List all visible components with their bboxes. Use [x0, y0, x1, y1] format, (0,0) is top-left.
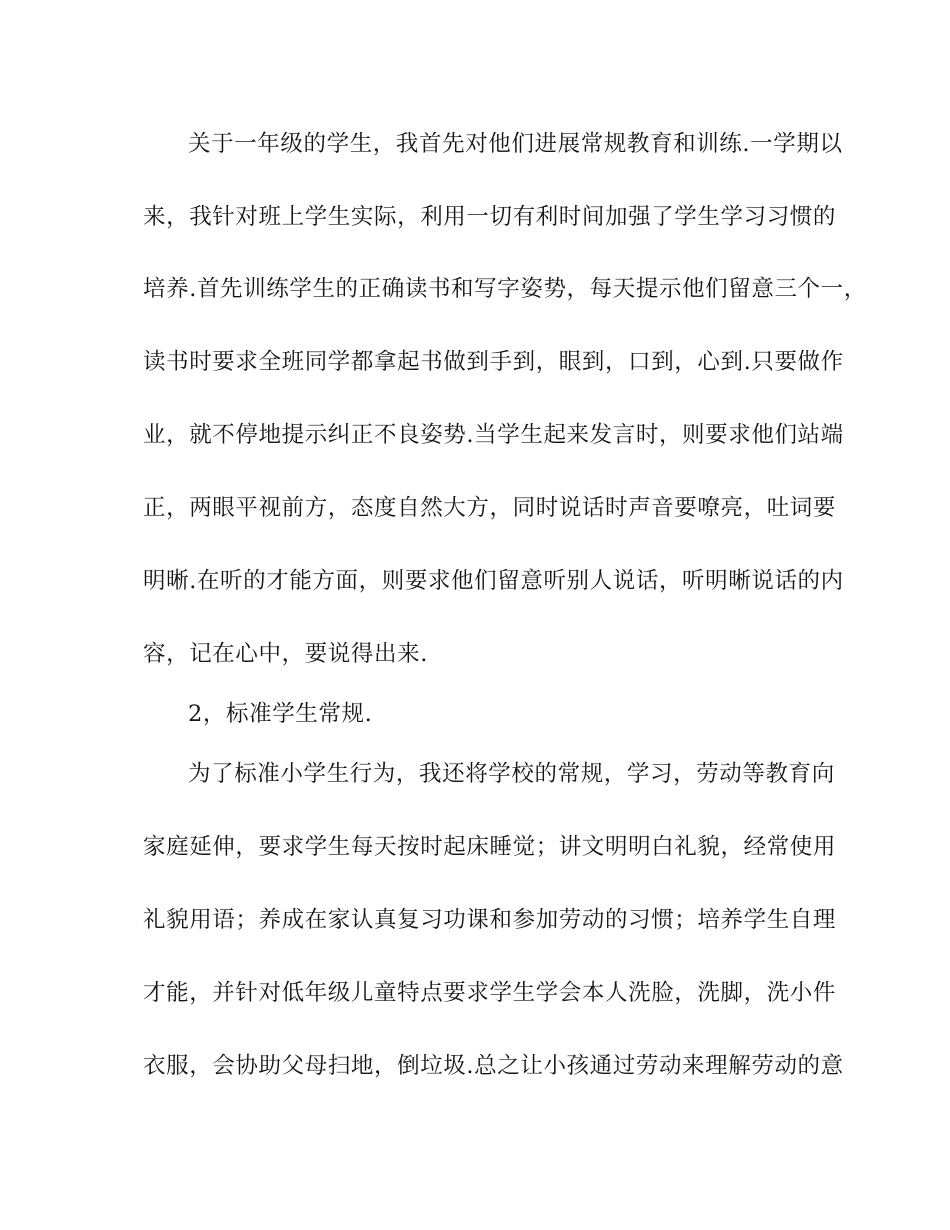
paragraph-1-line-3: 培养.首先训练学生的正确读书和写字姿势，每天提示他们留意三个一，: [143, 276, 867, 302]
paragraph-2-line-2: 家庭延伸，要求学生每天按时起床睡觉；讲文明明白礼貌，经常使用: [143, 834, 837, 860]
paragraph-1-line-8: 容，记在心中，要说得出来.: [143, 641, 428, 667]
paragraph-1-line-6: 正，两眼平视前方，态度自然大方，同时说话时声音要嘹亮，吐词要: [143, 495, 837, 521]
paragraph-1-line-2: 来，我针对班上学生实际，利用一切有利时间加强了学生学习习惯的: [143, 204, 837, 230]
section-heading: 2，标准学生常规.: [188, 701, 373, 727]
paragraph-2-line-1: 为了标准小学生行为，我还将学校的常规，学习，劳动等教育向: [188, 761, 835, 787]
paragraph-1-line-5: 业，就不停地提示纠正不良姿势.当学生起来发言时，则要求他们站端: [143, 422, 844, 448]
paragraph-1-line-7: 明晰.在听的才能方面，则要求他们留意听别人说话，听明晰说话的内: [143, 568, 844, 594]
paragraph-2-line-4: 才能，并针对低年级儿童特点要求学生学会本人洗脸，洗脚，洗小件: [143, 980, 837, 1006]
paragraph-2-line-3: 礼貌用语；养成在家认真复习功课和参加劳动的习惯；培养学生自理: [143, 907, 837, 933]
paragraph-1-line-4: 读书时要求全班同学都拿起书做到手到，眼到，口到，心到.只要做作: [143, 349, 844, 375]
paragraph-1-line-1: 关于一年级的学生，我首先对他们进展常规教育和训练.一学期以: [188, 131, 843, 157]
paragraph-2-line-5: 衣服，会协助父母扫地，倒垃圾.总之让小孩通过劳动来理解劳动的意: [143, 1053, 844, 1079]
